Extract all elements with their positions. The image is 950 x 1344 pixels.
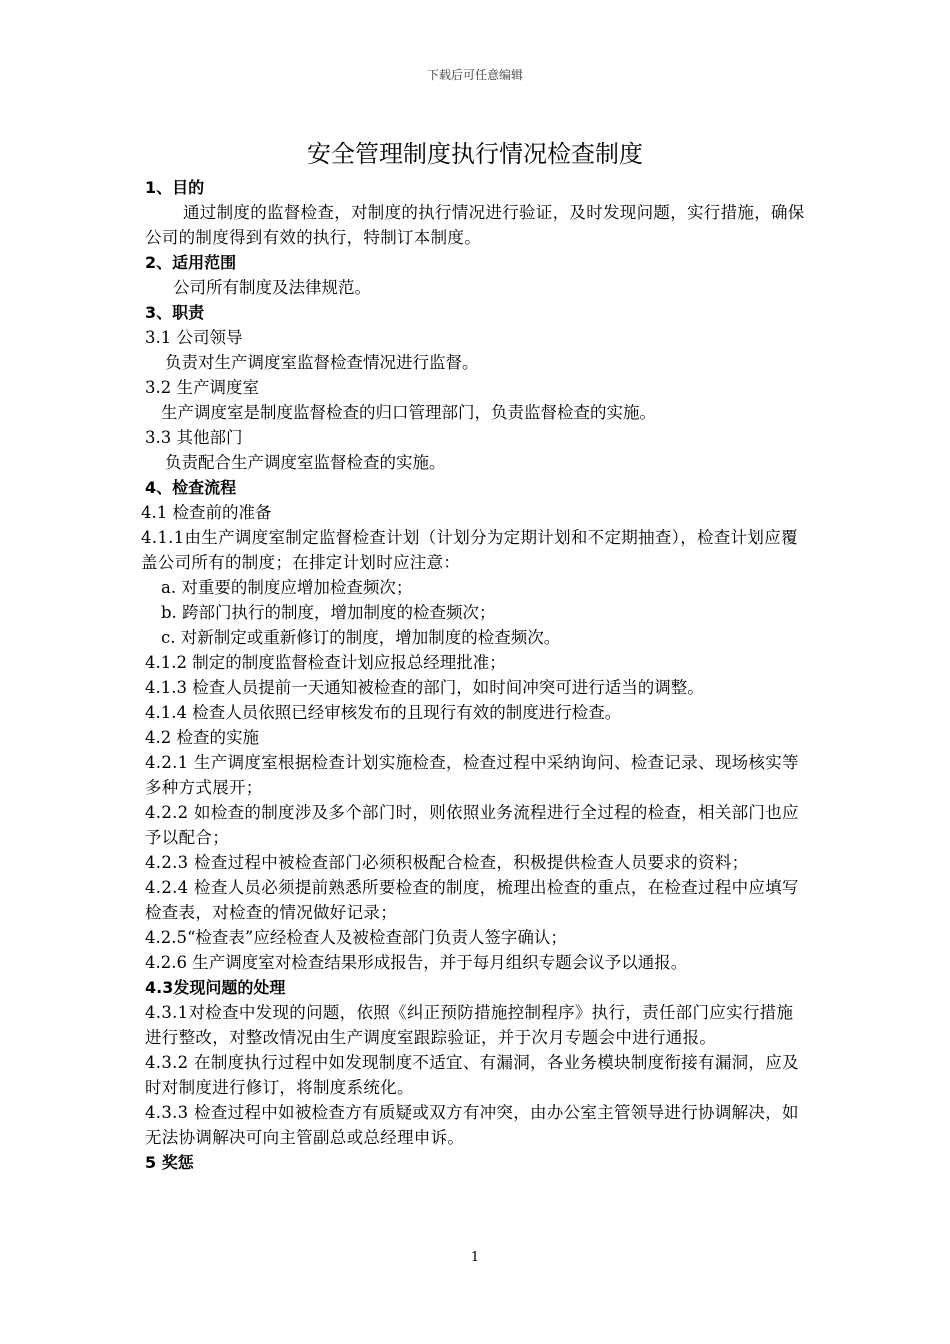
section-3-1-heading: 3.1 公司领导 <box>145 328 243 347</box>
section-3-heading: 3、职责 <box>145 303 205 322</box>
section-4-2-2: 4.2.2 如检查的制度涉及多个部门时，则依照业务流程进行全过程的检查，相关部门也应予以配合； <box>145 803 799 847</box>
section-4-3-3: 4.3.3 检查过程中如被检查方有质疑或双方有冲突，由办公室主管领导进行协调解决，如无法协调解决可向主管副总或总经理申诉。 <box>145 1103 799 1147</box>
section-4-heading: 4、检查流程 <box>145 478 237 497</box>
section-4-1-2: 4.1.2 制定的制度监督检查计划应报总经理批准； <box>145 653 506 672</box>
section-3-3-heading: 3.3 其他部门 <box>145 428 243 447</box>
section-3-3-text: 负责配合生产调度室监督检查的实施。 <box>165 453 446 472</box>
section-4-3-1: 4.3.1对检查中发现的问题，依照《纠正预防措施控制程序》执行，责任部门应实行措施进行整改，对整改情况由生产调度室跟踪验证，并于次月专题会中进行通报。 <box>145 1003 794 1047</box>
section-4-1-1-a: a. 对重要的制度应增加检查频次； <box>161 578 413 597</box>
page-header: 下载后可任意编辑 <box>426 68 523 82</box>
section-4-3-2: 4.3.2 在制度执行过程中如发现制度不适宜、有漏洞，各业务模块制度衔接有漏洞，应及时对制度进行修订，将制度系统化。 <box>145 1053 799 1097</box>
section-4-2-1: 4.2.1 生产调度室根据检查计划实施检查，检查过程中采纳询问、检查记录、现场核实等多种方式展开； <box>145 753 799 797</box>
section-4-1-1-c: c. 对新制定或重新修订的制度，增加制度的检查频次。 <box>161 628 561 647</box>
section-2-text: 公司所有制度及法律规范。 <box>173 278 371 297</box>
section-4-2-heading: 4.2 检查的实施 <box>145 728 259 747</box>
section-4-2-4: 4.2.4 检查人员必须提前熟悉所要检查的制度，梳理出检查的重点，在检查过程中应填写检查表，对检查的情况做好记录； <box>145 878 799 922</box>
section-1-heading: 1、目的 <box>145 178 205 197</box>
section-4-1-1: 4.1.1由生产调度室制定监督检查计划（计划分为定期计划和不定期抽查），检查计划应覆盖公司所有的制度；在排定计划时应注意： <box>141 528 798 572</box>
section-3-2-text: 生产调度室是制度监督检查的归口管理部门，负责监督检查的实施。 <box>161 403 656 422</box>
page-number: 1 <box>470 1250 480 1265</box>
section-4-2-3: 4.2.3 检查过程中被检查部门必须积极配合检查，积极提供检查人员要求的资料； <box>145 853 749 872</box>
section-3-2-heading: 3.2 生产调度室 <box>145 378 259 397</box>
section-4-1-3: 4.1.3 检查人员提前一天通知被检查的部门，如时间冲突可进行适当的调整。 <box>145 678 704 697</box>
section-1-text: 通过制度的监督检查，对制度的执行情况进行验证，及时发现问题，实行措施，确保公司的制度得到有效的执行，特制订本制度。 <box>145 203 805 247</box>
section-2-heading: 2、适用范围 <box>145 253 237 272</box>
section-4-3-heading: 4.3发现问题的处理 <box>145 978 286 997</box>
section-3-1-text: 负责对生产调度室监督检查情况进行监督。 <box>165 353 479 372</box>
document-body <box>141 175 810 1175</box>
section-4-2-6: 4.2.6 生产调度室对检查结果形成报告，并于每月组织专题会议予以通报。 <box>145 953 688 972</box>
section-4-1-heading: 4.1 检查前的准备 <box>141 503 272 522</box>
section-4-2-5: 4.2.5“检查表”应经检查人及被检查部门负责人签字确认； <box>145 928 567 947</box>
section-4-1-4: 4.1.4 检查人员依照已经审核发布的且现行有效的制度进行检查。 <box>145 703 622 722</box>
document-title: 安全管理制度执行情况检查制度 <box>307 140 643 168</box>
section-5-heading: 5 奖惩 <box>145 1153 194 1172</box>
section-4-1-1-b: b. 跨部门执行的制度，增加制度的检查频次； <box>161 603 496 622</box>
